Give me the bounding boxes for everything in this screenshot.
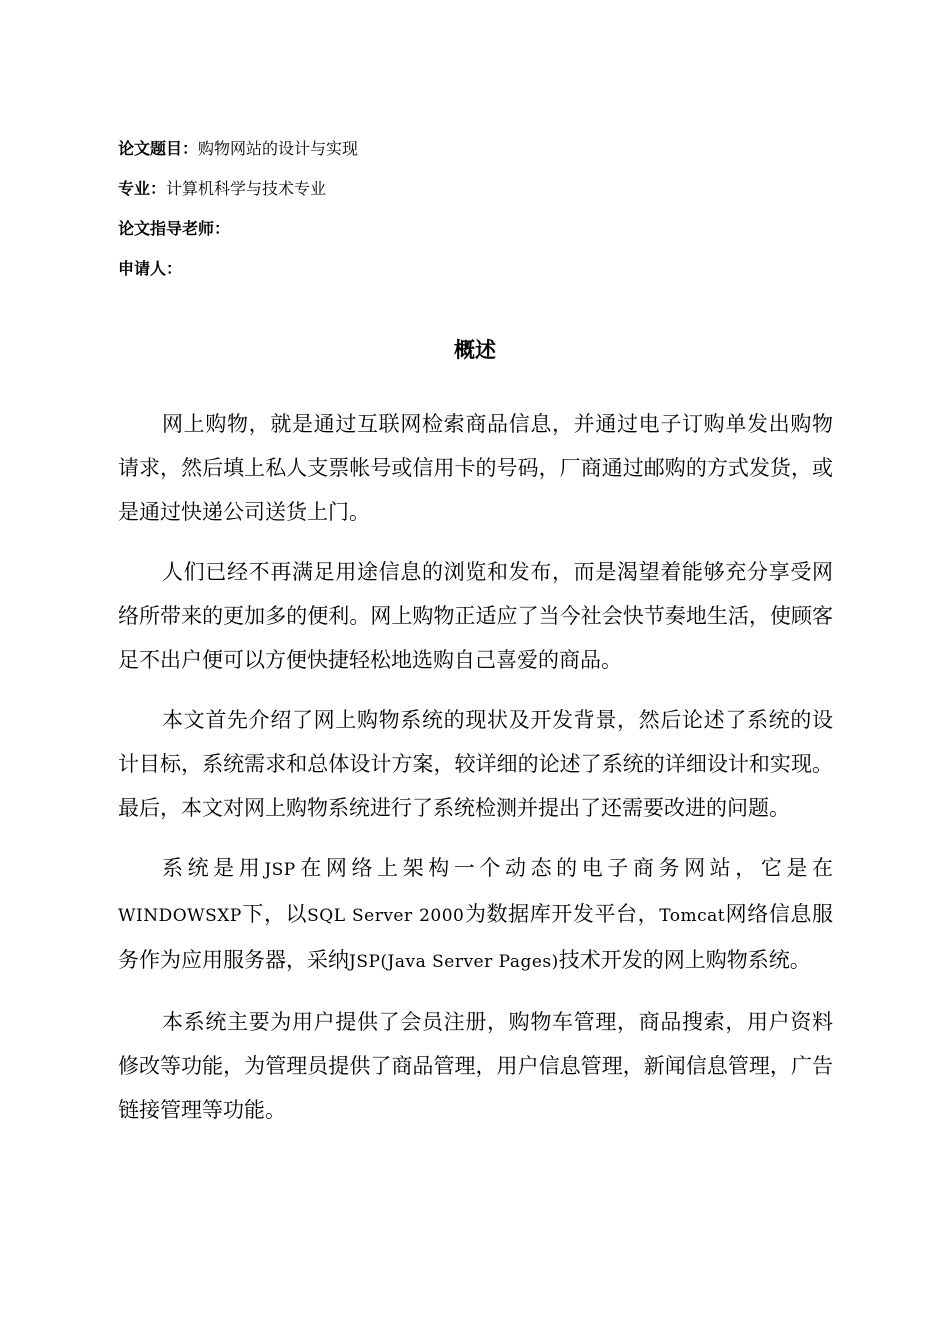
thesis-topic-label: 论文题目： — [118, 139, 199, 158]
thesis-topic-value: 购物网站的设计与实现 — [198, 139, 359, 158]
paragraph-3: 本文首先介绍了网上购物系统的现状及开发背景，然后论述了系统的设计目标，系统需求和总体设计方案，较详细的论述了系统的详细设计和实现。最后，本文对网上购物系统进行了系统检测并提出了还需要改进的问题。 — [118, 708, 833, 820]
paragraph-1: 网上购物，就是通过互联网检索商品信息，并通过电子订购单发出购物请求，然后填上私人支票帐号或信用卡的号码，厂商通过邮购的方式发货，或是通过快递公司送货上门。 — [118, 412, 833, 524]
advisor-label: 论文指导老师： — [118, 219, 231, 238]
major-row — [118, 176, 818, 216]
paragraph-4-text-1: 系统是用 — [162, 856, 265, 880]
term-sql-server: SQL Server 2000 — [307, 906, 465, 926]
thesis-info — [118, 136, 818, 296]
paragraph-4 — [118, 846, 833, 984]
abstract-body — [118, 402, 833, 1148]
paragraph-4-text-6: 技术开发的网上购物系统。 — [558, 948, 811, 972]
paragraph-4-text-2: 在网络上架构一个动态的电子商务网站，它是在 — [295, 856, 834, 880]
thesis-topic-row — [118, 136, 818, 176]
term-jsp: JSP — [264, 860, 296, 880]
paragraph-4-text-4: 为数据库开发平台， — [464, 902, 660, 926]
paragraph-4-text-5: 网络信息服务作为应用服务器，采纳 — [118, 902, 834, 972]
advisor-row — [118, 216, 818, 256]
applicant-label: 申请人： — [118, 259, 183, 278]
paragraph-4-text-3: 下，以 — [241, 902, 308, 926]
paragraph-5: 本系统主要为用户提供了会员注册，购物车管理，商品搜索，用户资料修改等功能，为管理员提供了商品管理，用户信息管理，新闻信息管理，广告链接管理等功能。 — [118, 1010, 833, 1122]
major-label: 专业： — [118, 179, 167, 198]
paragraph-2: 人们已经不再满足用途信息的浏览和发布，而是渴望着能够充分享受网络所带来的更加多的便利。网上购物正适应了当今社会快节奏地生活，使顾客足不出户便可以方便快捷轻松地选购自己喜爱的商品。 — [118, 560, 833, 672]
applicant-row — [118, 256, 818, 296]
term-windowsxp: WINDOWSXP — [118, 906, 242, 926]
section-title: 概述 — [454, 338, 496, 362]
term-tomcat: Tomcat — [659, 906, 726, 926]
term-jsp-full: JSP(Java Server Pages) — [349, 952, 559, 972]
major-value: 计算机科学与技术专业 — [166, 179, 327, 198]
